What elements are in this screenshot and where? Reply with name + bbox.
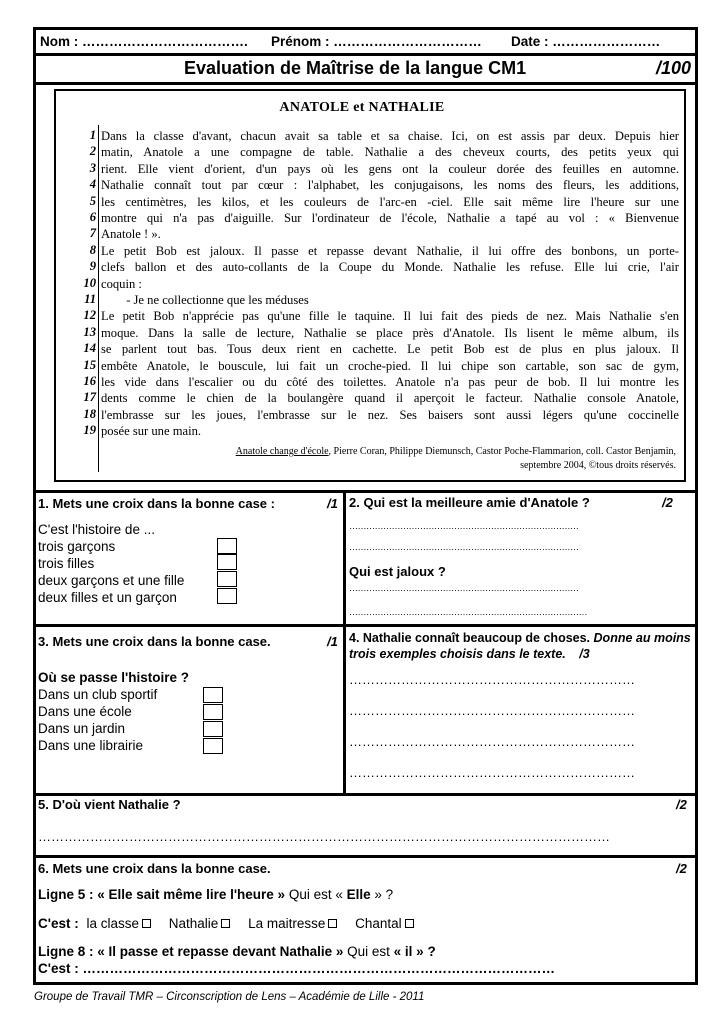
q6-choice-checkbox[interactable]: [221, 919, 230, 928]
q1-checkbox[interactable]: [217, 571, 237, 587]
q1-option: trois filles: [38, 556, 95, 571]
q6-choice-checkbox[interactable]: [405, 919, 414, 928]
q6-choice-checkbox[interactable]: [328, 919, 337, 928]
q5-points: /2: [676, 797, 687, 812]
q6-line5-question: [38, 887, 393, 902]
q6-line8-quote: Ligne 8 : « Il passe et repasse devant Nathalie »: [38, 944, 344, 959]
line-number: 19: [83, 423, 96, 438]
q1-option: deux garçons et une fille: [38, 573, 185, 588]
q6-answer-line[interactable]: C'est : ……………………………………………………………………………………………: [38, 961, 555, 976]
text-line: clefs ballon et des auto-collants de la Coupe du Monde. Nathalie les refuse. Elle lui crie, l'air: [101, 260, 679, 275]
text-line: Le petit Bob n'apprécie pas qu'une fille le taquine. Il lui fait des pieds de nez. Mais Nathalie s'en: [101, 309, 679, 324]
q3-title: 3. Mets une croix dans la bonne case.: [38, 634, 271, 649]
name-field: Nom : ……………………………….: [40, 34, 248, 49]
q6-line8-text: Qui est: [343, 944, 394, 959]
line-number: 2: [89, 144, 96, 159]
q1-option: deux filles et un garçon: [38, 590, 177, 605]
line-number: 1: [89, 128, 96, 142]
q6-title: 6. Mets une croix dans la bonne case.: [38, 861, 271, 876]
q3-option: Dans un club sportif: [38, 687, 158, 702]
q2-answer-line[interactable]: ………………………………………………………………………: [349, 583, 579, 593]
text-line: moque. Dans la salle de lecture, Nathalie se place près d'Anatole. Ils lisent le même album, ils: [101, 325, 679, 340]
line-number: 11: [84, 292, 96, 306]
text-line: Le petit Bob est jaloux. Il passe et repasse devant Nathalie, il lui offre des bonbons, un porte-: [101, 243, 679, 258]
q6-choice-label: la classe: [86, 916, 140, 931]
divider: [33, 490, 698, 493]
text-line: les vide dans l'escalier ou du côté des toilettes. Anatole n'a pas peur de bob. Il lui montre les: [101, 375, 679, 389]
divider: [33, 82, 698, 85]
q2-title: 2. Qui est la meilleure amie d'Anatole ?: [349, 495, 590, 510]
line-number-separator: [98, 125, 99, 472]
divider: [33, 624, 698, 627]
line-number: 3: [89, 160, 96, 175]
text-line: Nathalie connaît tout par cœur : l'alphabet, les conjugaisons, les noms des fleurs, les additions,: [101, 178, 679, 193]
q4-answer-line[interactable]: …………………………………………………………: [349, 703, 635, 718]
source-date: septembre 2004, ©tous droits réservés.: [520, 460, 676, 471]
text-line: l'embrasse sur les joues, l'embrasse sur le nez. Ses baisers sont aussi légers qu'une coccinelle: [101, 407, 679, 422]
q4-answer-line[interactable]: …………………………………………………………: [349, 765, 635, 780]
q5-title: 5. D'où vient Nathalie ?: [38, 797, 181, 812]
q6-choice-label: Chantal: [355, 916, 402, 931]
q6-choice-label: La maitresse: [248, 916, 326, 931]
q4-title: 4. Nathalie connaît beaucoup de choses.: [349, 631, 591, 645]
divider: [33, 793, 698, 796]
q6-line5-text: Qui est «: [285, 887, 347, 902]
q3-checkbox[interactable]: [203, 721, 223, 737]
line-number: 12: [83, 308, 96, 323]
q6-line8-question: [38, 944, 436, 959]
q2-answer-line[interactable]: …………………………………………………………………………: [349, 607, 587, 617]
q4-answer-line[interactable]: …………………………………………………………: [349, 734, 635, 749]
q1-points: /1: [327, 496, 338, 511]
text-line: matin, Anatole a une compagne de table. Nathalie a des cheveux courts, des petits yeux qui: [101, 145, 679, 160]
q1-option: trois garçons: [38, 539, 116, 554]
q6-line8-word: « il » ?: [393, 944, 436, 959]
divider: [33, 855, 698, 858]
q6-choice-checkbox[interactable]: [142, 919, 151, 928]
source-book-title: Anatole change d'école: [235, 446, 329, 457]
line-number: 14: [83, 341, 96, 356]
line-number: 7: [89, 226, 96, 241]
q3-subquestion: Où se passe l'histoire ?: [38, 670, 190, 685]
total-score: /100: [656, 58, 692, 78]
source-citation: [100, 446, 676, 457]
column-divider: [343, 490, 346, 796]
q6-line5-word: Elle: [346, 887, 371, 902]
text-line: rient. Elle vient d'orient, d'un pays où les gens ont la couleur dorée des feuilles en automne.: [101, 161, 679, 176]
q4-instruction: Donne au moins trois exemples choisis dans le texte.: [349, 631, 691, 661]
text-line: Dans la classe d'avant, chacun avait sa table et sa chaise. Ici, on est assis par deux. Depuis hier: [101, 129, 679, 143]
page-title: Evaluation de Maîtrise de la langue CM1: [184, 58, 527, 78]
q2-subquestion: Qui est jaloux ?: [349, 564, 446, 579]
q2-points: /2: [662, 495, 673, 510]
q1-checkbox[interactable]: [217, 554, 237, 570]
text-line: les centimètres, les kilos, et les couleurs de l'arc-en -ciel. Elle sait même lire l'heure sur une: [101, 194, 679, 209]
q6-choice-label: Nathalie: [168, 916, 219, 931]
line-number: 5: [89, 193, 96, 208]
text-line: montre qui n'a pas d'aiguille. Sur l'ordinateur de l'école, Nathalie a tapé au vol : « Bienvenue: [101, 211, 679, 225]
q3-checkbox[interactable]: [203, 704, 223, 720]
line-number: 16: [83, 374, 96, 388]
q1-checkbox[interactable]: [217, 538, 237, 554]
line-number: 4: [89, 177, 96, 192]
q4-title-block: [349, 630, 694, 662]
q4-points: /3: [579, 647, 590, 661]
text-line: posée sur une main.: [101, 424, 202, 439]
text-line: - Je ne collectionne que les méduses: [101, 293, 309, 307]
q2-answer-line[interactable]: ………………………………………………………………………: [349, 521, 579, 531]
q3-checkbox[interactable]: [203, 738, 223, 754]
q6-line5-quote: Ligne 5 : « Elle sait même lire l'heure »: [38, 887, 286, 902]
divider: [33, 53, 698, 56]
line-number: 15: [83, 357, 96, 372]
q4-answer-line[interactable]: …………………………………………………………: [349, 672, 635, 687]
line-number: 13: [83, 324, 96, 339]
line-number: 18: [83, 406, 96, 421]
q1-intro: C'est l'histoire de ...: [38, 522, 155, 537]
q3-option: Dans une école: [38, 704, 132, 719]
footer-credit: Groupe de Travail TMR – Circonscription de Lens – Académie de Lille - 2011: [34, 991, 425, 1003]
line-number: 9: [89, 259, 96, 274]
q5-answer-line[interactable]: ……………………………………………………………………………………………………………………: [38, 829, 610, 844]
line-number: 6: [89, 210, 96, 224]
q6-points: /2: [676, 861, 687, 876]
q3-option: Dans un jardin: [38, 721, 126, 736]
date-field: Date : ……………………: [511, 34, 661, 49]
q6-cest-label: C'est :: [38, 916, 79, 931]
text-line: Anatole ! ».: [101, 227, 161, 242]
q2-answer-line[interactable]: ………………………………………………………………………: [349, 542, 579, 552]
q6-line5-end: » ?: [370, 887, 394, 902]
source-details: , Pierre Coran, Philippe Diemunsch, Castor Poche-Flammarion, coll. Castor Benjamin,: [328, 446, 676, 457]
text-line: dents comme le chien de la boulangère quand il aperçoit le facteur. Nathalie console Anatole,: [101, 391, 679, 406]
q1-title: 1. Mets une croix dans la bonne case :: [38, 496, 275, 511]
line-number: 17: [83, 390, 96, 405]
q3-checkbox[interactable]: [203, 687, 223, 703]
text-title: ANATOLE et NATHALIE: [279, 100, 445, 115]
q3-points: /1: [327, 634, 338, 649]
text-line: coquin :: [101, 276, 142, 291]
line-number: 10: [83, 275, 96, 290]
text-line: se parlent tout bas. Tous deux rient en cachette. Le petit Bob est de plus en plus jaloux. Il: [101, 342, 679, 357]
line-number: 8: [89, 242, 96, 257]
firstname-field: Prénom : ……………………………: [271, 34, 482, 49]
text-line: embête Anatole, le bouscule, lui fait un croche-pied. Il lui chipe son cartable, son sac de gym,: [101, 358, 679, 373]
q1-checkbox[interactable]: [217, 588, 237, 604]
q3-option: Dans une librairie: [38, 738, 144, 753]
q6-choices: [38, 916, 414, 931]
